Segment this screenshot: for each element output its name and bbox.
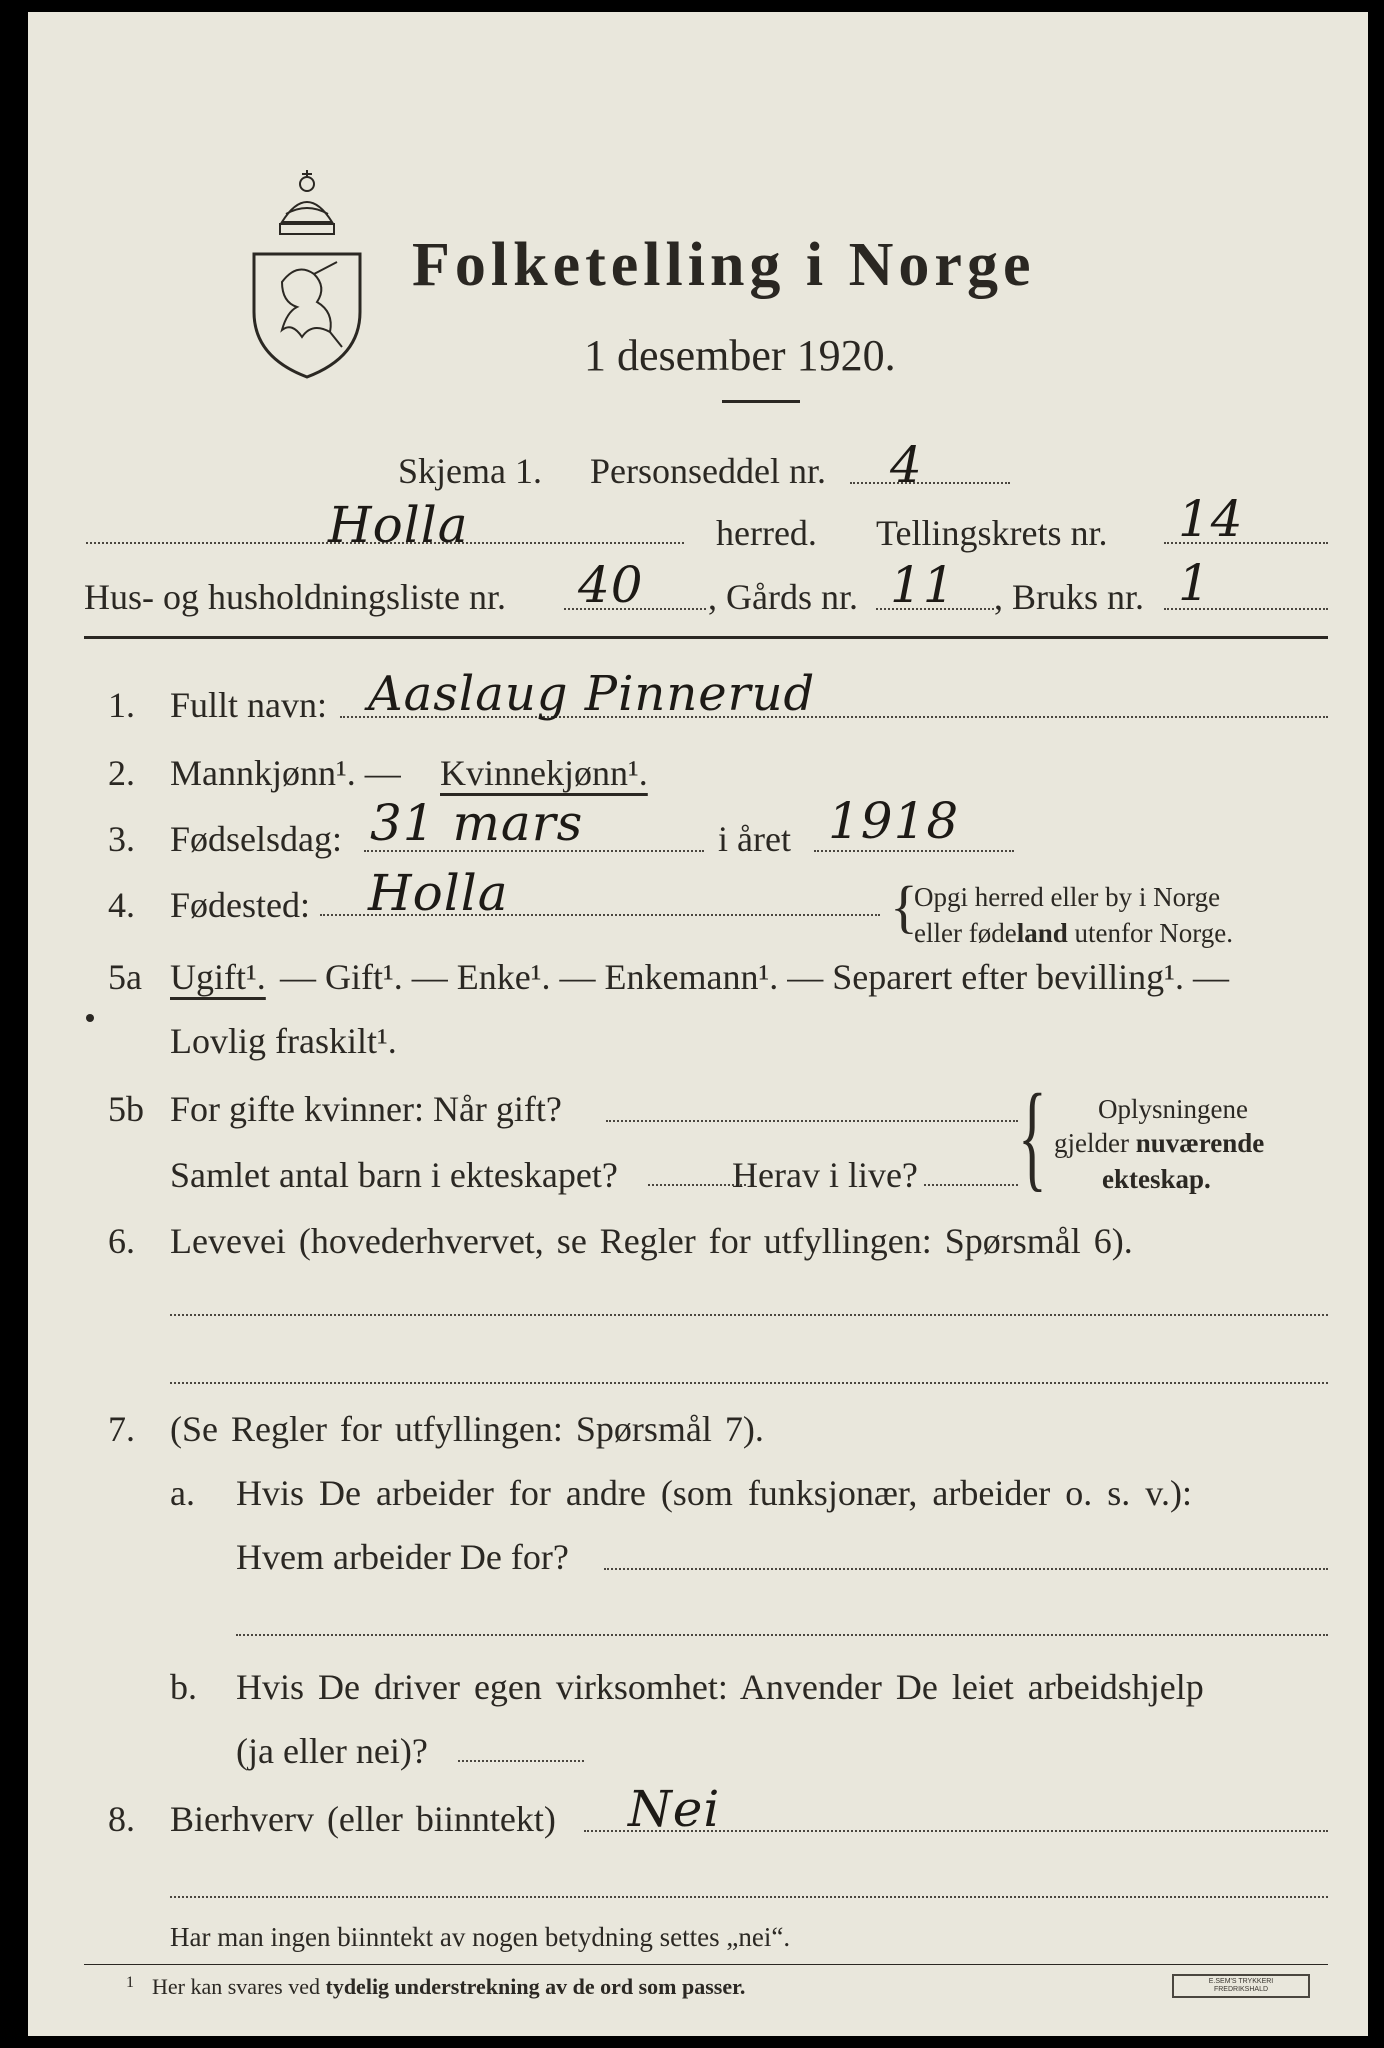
q7-number: 7. (108, 1409, 135, 1449)
q7a-number: a. (170, 1473, 195, 1513)
q3-year-line (814, 850, 1014, 852)
q7a-question: Hvis De arbeider for andre (som funksjonær, arbeider o. s. v.): (236, 1473, 1192, 1513)
tellingskrets-value[interactable]: 14 (1178, 490, 1244, 548)
q8-number: 8. (108, 1799, 135, 1839)
q5b-note-line2: gjelder nuværende (1054, 1128, 1265, 1158)
printer-stamp-line2: FREDRIKSHALD (1213, 1986, 1269, 1993)
q7b-number: b. (170, 1667, 197, 1707)
q7b-answer-label: (ja eller nei)? (236, 1731, 428, 1771)
q5a-fraskilt-option[interactable]: Lovlig fraskilt¹. (170, 1021, 397, 1061)
bruks-value[interactable]: 1 (1178, 554, 1211, 612)
q6-number: 6. (108, 1221, 135, 1261)
q5a-other-options[interactable]: — Gift¹. — Enke¹. — Enkemann¹. — Separert efter bevilling¹. — (280, 957, 1229, 997)
q4-number: 4. (108, 885, 135, 925)
q3-year-value[interactable]: 1918 (828, 792, 960, 850)
q6-line-2 (170, 1382, 1328, 1384)
footnote-divider (84, 1964, 1328, 1965)
q6-label: Levevei (hovederhvervet, se Regler for utfyllingen: Spørsmål 6). (170, 1221, 1133, 1261)
tellingskrets-label: Tellingskrets nr. (876, 513, 1108, 553)
q3-birthdate-value[interactable]: 31 mars (370, 794, 584, 852)
printer-stamp-line1: E.SEM'S TRYKKERI (1208, 1978, 1274, 1985)
q1-name-value[interactable]: Aaslaug Pinnerud (368, 666, 816, 722)
form-title: Folketelling i Norge (412, 231, 1036, 299)
q7b-answer-line (458, 1760, 584, 1762)
norwegian-coat-of-arms-icon (242, 162, 372, 382)
q1-number: 1. (108, 685, 135, 725)
header-divider (84, 636, 1328, 639)
q3-label: Fødselsdag: (170, 819, 343, 859)
q4-note-line2: eller fødeland utenfor Norge. (914, 918, 1233, 948)
q4-birthplace-value[interactable]: Holla (368, 864, 509, 922)
q6-line-1 (170, 1314, 1328, 1316)
q4-label: Fødested: (170, 885, 310, 925)
q1-label: Fullt navn: (170, 685, 328, 725)
title-underline (722, 400, 800, 403)
q5b-children-label: Samlet antal barn i ekteskapet? (170, 1155, 618, 1195)
q5b-married-line (606, 1120, 1018, 1122)
footnote-text: Her kan svares ved tydelig understrekning av de ord som passer. (152, 1974, 746, 1999)
q4-note-brace: { (890, 874, 918, 939)
q2-male-option[interactable]: Mannkjønn¹. — (170, 753, 401, 793)
husholdningsliste-label: Hus- og husholdningsliste nr. (84, 577, 507, 617)
q5a-number: 5a (108, 957, 142, 997)
q3-number: 3. (108, 819, 135, 859)
q5b-alive-line (924, 1184, 1018, 1186)
q8-label: Bierhverv (eller biinntekt) (170, 1799, 556, 1839)
herred-value[interactable]: Holla (328, 496, 469, 554)
q2-female-option[interactable]: Kvinnekjønn¹. (440, 753, 648, 793)
q5b-number: 5b (108, 1089, 144, 1129)
q3-year-label: i året (718, 819, 791, 859)
q5b-alive-label: Herav i live? (732, 1155, 918, 1195)
q7a-employer-label: Hvem arbeider De for? (236, 1537, 569, 1577)
personseddel-value[interactable]: 4 (890, 436, 923, 494)
q5b-married-label: For gifte kvinner: Når gift? (170, 1089, 562, 1129)
personseddel-label: Personseddel nr. (590, 451, 826, 491)
q7b-question: Hvis De driver egen virksomhet: Anvender De leiet arbeidshjelp (236, 1667, 1204, 1707)
q2-number: 2. (108, 753, 135, 793)
q7a-employer-line (604, 1568, 1328, 1570)
skjema-label: Skjema 1. (398, 451, 542, 491)
q7-label: (Se Regler for utfyllingen: Spørsmål 7). (170, 1409, 764, 1449)
husholdningsliste-value[interactable]: 40 (578, 556, 644, 614)
q5b-note-line3: ekteskap. (1102, 1164, 1211, 1194)
personseddel-line (850, 482, 1010, 484)
q8-line-2 (170, 1896, 1328, 1898)
footnote-mark: 1 (126, 1974, 134, 1991)
q7a-employer-line-2 (236, 1634, 1328, 1636)
q5b-note-line1: Oplysningene (1098, 1094, 1248, 1124)
herred-label: herred. (716, 513, 817, 553)
gards-label: , Gårds nr. (708, 577, 858, 617)
q5a-marker-dot (86, 1014, 94, 1022)
gards-value[interactable]: 11 (890, 556, 956, 614)
q4-note-line1: Opgi herred eller by i Norge (914, 882, 1221, 912)
q5a-ugift-option[interactable]: Ugift¹. (170, 957, 266, 997)
bruks-label: , Bruks nr. (994, 577, 1145, 617)
footer-note: Har man ingen biinntekt av nogen betydning settes „nei“. (170, 1922, 791, 1952)
census-date: 1 desember 1920. (584, 331, 896, 380)
printer-stamp (1172, 1974, 1310, 1998)
q8-value[interactable]: Nei (628, 1780, 721, 1838)
census-form (28, 12, 1368, 2036)
q5b-note-brace: { (1018, 1069, 1047, 1202)
